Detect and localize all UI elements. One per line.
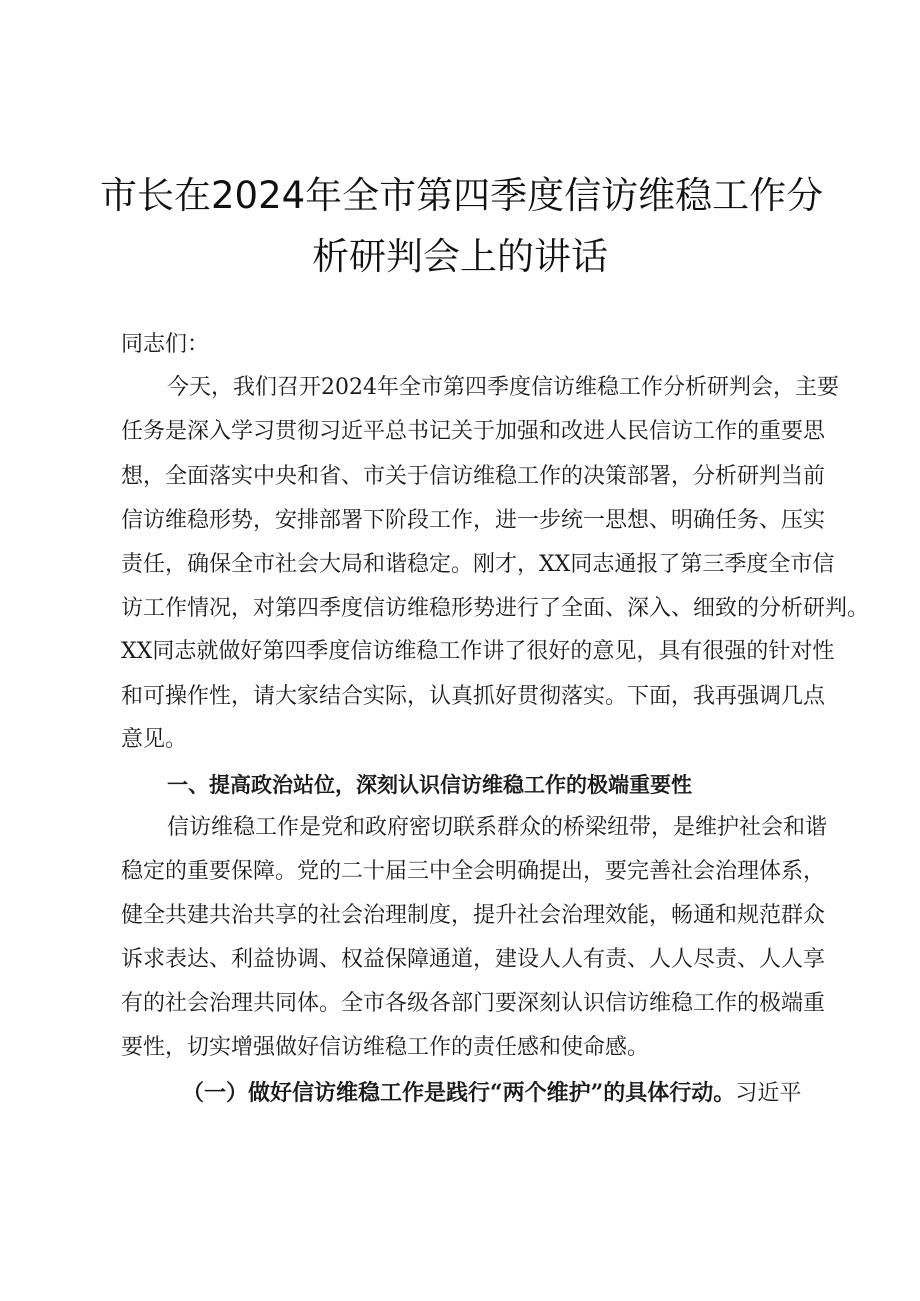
section-line: 要性，切实增强做好信访维稳工作的责任感和使命感。 (121, 1035, 650, 1060)
subsection-text: 习近平 (735, 1081, 802, 1106)
intro-line: 访工作情况，对第四季度信访维稳形势进行了全面、深入、细致的分析研判。 (121, 596, 870, 621)
intro-line: XX同志就做好第四季度信访维稳工作讲了很好的意见，具有很强的针对性 (121, 639, 835, 664)
intro-line: 意见。 (121, 727, 188, 752)
section-line: 信访维稳工作是党和政府密切联系群众的桥梁纽带，是维护社会和谐 (167, 815, 828, 840)
intro-line: 任务是深入学习贯彻习近平总书记关于加强和改进人民信访工作的重要思 (121, 419, 826, 444)
intro-line: 今天，我们召开2024年全市第四季度信访维稳工作分析研判会，主要 (167, 375, 839, 400)
section-heading: 一、提高政治站位，深刻认识信访维稳工作的极端重要性 (167, 773, 692, 797)
intro-line: 信访维稳形势，安排部署下阶段工作，进一步统一思想、明确任务、压实 (121, 508, 826, 533)
document-title-line-2: 析研判会上的讲话 (312, 235, 608, 278)
salutation: 同志们： (121, 332, 210, 357)
section-line: 稳定的重要保障。党的二十届三中全会明确提出，要完善社会治理体系， (121, 859, 826, 884)
intro-line: 责任，确保全市社会大局和谐稳定。刚才，XX同志通报了第三季度全市信 (121, 552, 835, 577)
intro-line: 和可操作性，请大家结合实际，认真抓好贯彻落实。下面，我再强调几点 (121, 684, 826, 709)
section-line: 诉求表达、利益协调、权益保障通道，建设人人有责、人人尽责、人人享 (121, 947, 826, 972)
section-line: 健全共建共治共享的社会治理制度，提升社会治理效能，畅通和规范群众 (121, 903, 826, 928)
document-title-line-1: 市长在2024年全市第四季度信访维稳工作分 (100, 174, 824, 217)
subsection-heading: （一）做好信访维稳工作是践行“两个维护”的具体行动。 (182, 1080, 736, 1106)
intro-line: 想，全面落实中央和省、市关于信访维稳工作的决策部署，分析研判当前 (121, 464, 826, 489)
section-line: 有的社会治理共同体。全市各级各部门要深刻认识信访维稳工作的极端重 (121, 991, 826, 1016)
subsection-line (182, 1078, 821, 1109)
